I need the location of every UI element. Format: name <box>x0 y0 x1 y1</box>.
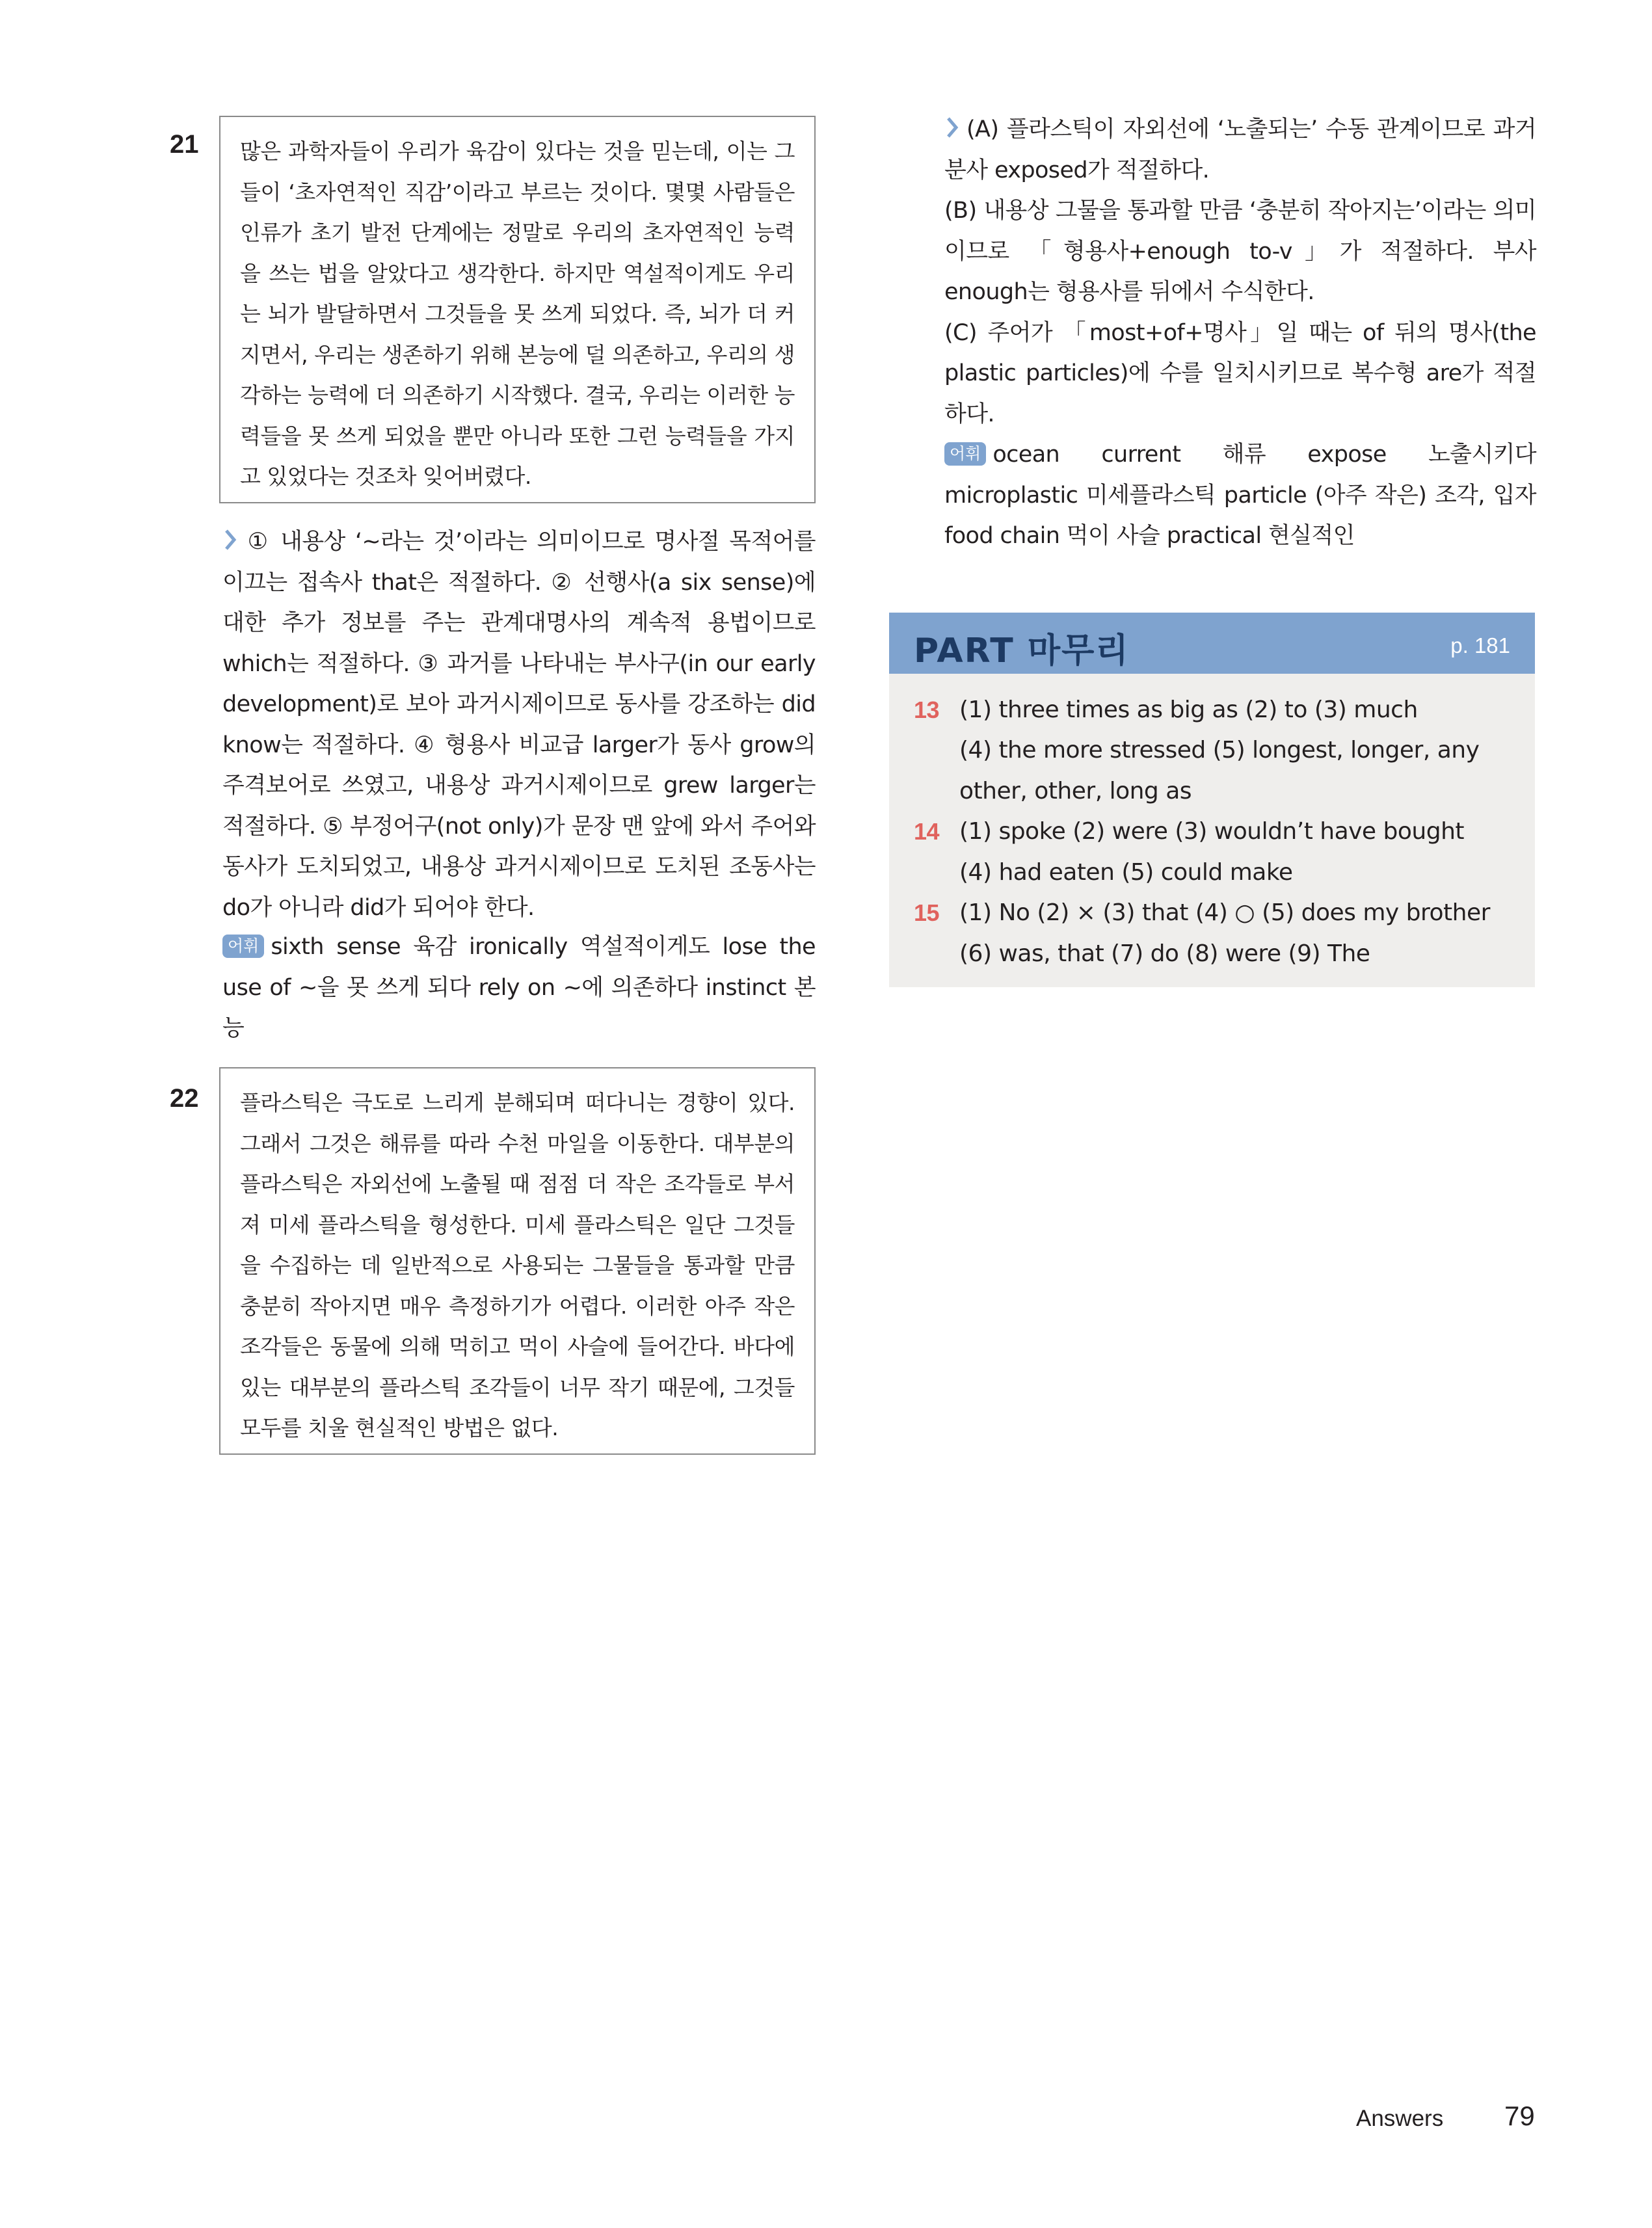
question-number-22: 22 <box>170 1084 199 1113</box>
answer-number: 13 <box>914 696 940 723</box>
answer-item <box>914 812 959 853</box>
q22-explanation <box>944 109 1536 557</box>
q21-passage-box <box>219 116 816 503</box>
part-review-page-ref: p. 181 <box>1450 633 1510 657</box>
q21-explanation-text: ① 내용상 ‘~라는 것’이라는 의미이므로 명사절 목적어를 이끄는 접속사 that은 적절하다. ② 선행사(a six sense)에 대한 추가 정보를 주는 관계대명사의 계속적 용법이므로 which는 적절하다. ③ 과거를 나타내는 부사구(in our early development)로 보아 과거시제이므로 동사를 강조하는 did know는 적절하다. ④ 형용사 비교급 larger가 동사 grow의 주격보어로 쓰였고, 내용상 과거시제이므로 grew larger는 적절하다. ⑤ 부정어구(not only)가 문장 맨 앞에 와서 주어와 동사가 도치되었고, 내용상 과거시제이므로 도치된 조동사는 do가 아니라 did가 되어야 한다. <box>222 529 816 921</box>
answer-number: 14 <box>914 818 940 845</box>
answer-line: (6) was, that (7) do (8) were (9) The <box>959 940 1370 967</box>
q22-passage-text: 플라스틱은 극도로 느리게 분해되며 떠다니는 경향이 있다. 그래서 그것은 해류를 따라 수천 마일을 이동한다. 대부분의 플라스틱은 자외선에 노출될 때 점점 더 작은 조각들로 부서져 미세 플라스틱을 형성한다. 미세 플라스틱은 일단 그것들을 수집하는 데 일반적으로 사용되는 그물들을 통과할 만큼 충분히 작아지면 매우 측정하기가 어렵다. 이러한 아주 작은 조각들은 동물에 의해 먹히고 먹이 사슬에 들어간다. 바다에 있는 대부분의 플라스틱 조각들이 너무 작기 때문에, 그것들 모두를 치울 현실적인 방법은 없다. <box>240 1090 795 1440</box>
q21-passage-text: 많은 과학자들이 우리가 육감이 있다는 것을 믿는데, 이는 그들이 ‘초자연적인 직감’이라고 부르는 것이다. 몇몇 사람들은 인류가 초기 발전 단계에는 정말로 우리의 초자연적인 능력을 쓰는 법을 알았다고 생각한다. 하지만 역설적이게도 우리는 뇌가 발달하면서 그것들을 못 쓰게 되었다. 즉, 뇌가 더 커지면서, 우리는 생존하기 위해 본능에 덜 의존하고, 우리의 생각하는 능력에 더 의존하기 시작했다. 결국, 우리는 이러한 능력들을 못 쓰게 되었을 뿐만 아니라 또한 그런 능력들을 가지고 있었다는 것조차 잊어버렸다. <box>240 139 795 489</box>
arrow-right-icon <box>944 114 961 140</box>
question-number-21: 21 <box>170 130 199 159</box>
q22-explanation-a <box>944 109 1536 191</box>
q22-explanation-c: (C) 주어가 「most+of+명사」일 때는 of 뒤의 명사(the plastic particles)에 수를 일치시키므로 복수형 are가 적절하다. <box>944 319 1536 427</box>
part-review-header <box>889 613 1535 674</box>
q21-vocab-text: sixth sense 육감 ironically 역설적이게도 lose the use of ~을 못 쓰게 되다 rely on ~에 의존하다 instinct 본능 <box>222 934 816 1041</box>
answer-item <box>914 690 959 732</box>
part-review-title: PART 마무리 <box>914 631 1130 670</box>
q21-vocab <box>222 927 816 1049</box>
footer-label: Answers <box>1356 2106 1444 2131</box>
answer-line: (1) No (2) × (3) that (4) ○ (5) does my brother <box>959 899 1490 926</box>
q22-explanation-b: (B) 내용상 그물을 통과할 만큼 ‘충분히 작아지는’이라는 의미이므로 「형용사+enough to-v」가 적절하다. 부사 enough는 형용사를 뒤에서 수식한다. <box>944 198 1536 305</box>
answer-number: 15 <box>914 899 940 926</box>
arrow-right-icon <box>222 527 239 553</box>
answer-line: (1) spoke (2) were (3) wouldn’t have bought <box>959 818 1465 845</box>
page-number: 79 <box>1504 2101 1535 2131</box>
q22-passage-box <box>219 1067 816 1455</box>
vocab-badge: 어휘 <box>222 935 264 958</box>
part-review-box <box>889 613 1535 987</box>
answer-line: (1) three times as big as (2) to (3) much <box>959 696 1418 723</box>
answer-line: other, other, long as <box>959 778 1192 804</box>
q21-explanation <box>222 522 816 928</box>
vocab-badge: 어휘 <box>944 442 986 466</box>
answer-line: (4) had eaten (5) could make <box>959 859 1293 886</box>
answer-line: (4) the more stressed (5) longest, longer, any <box>959 737 1480 763</box>
q22-vocab <box>944 434 1536 557</box>
q22-explanation-a-text: (A) 플라스틱이 자외선에 ‘노출되는’ 수동 관계이므로 과거분사 exposed가 적절하다. <box>944 116 1536 183</box>
q22-vocab-text: ocean current 해류 expose 노출시키다 microplastic 미세플라스틱 particle (아주 작은) 조각, 입자 food chain 먹이 사슬 practical 현실적인 <box>944 442 1536 549</box>
answer-item <box>914 893 959 935</box>
